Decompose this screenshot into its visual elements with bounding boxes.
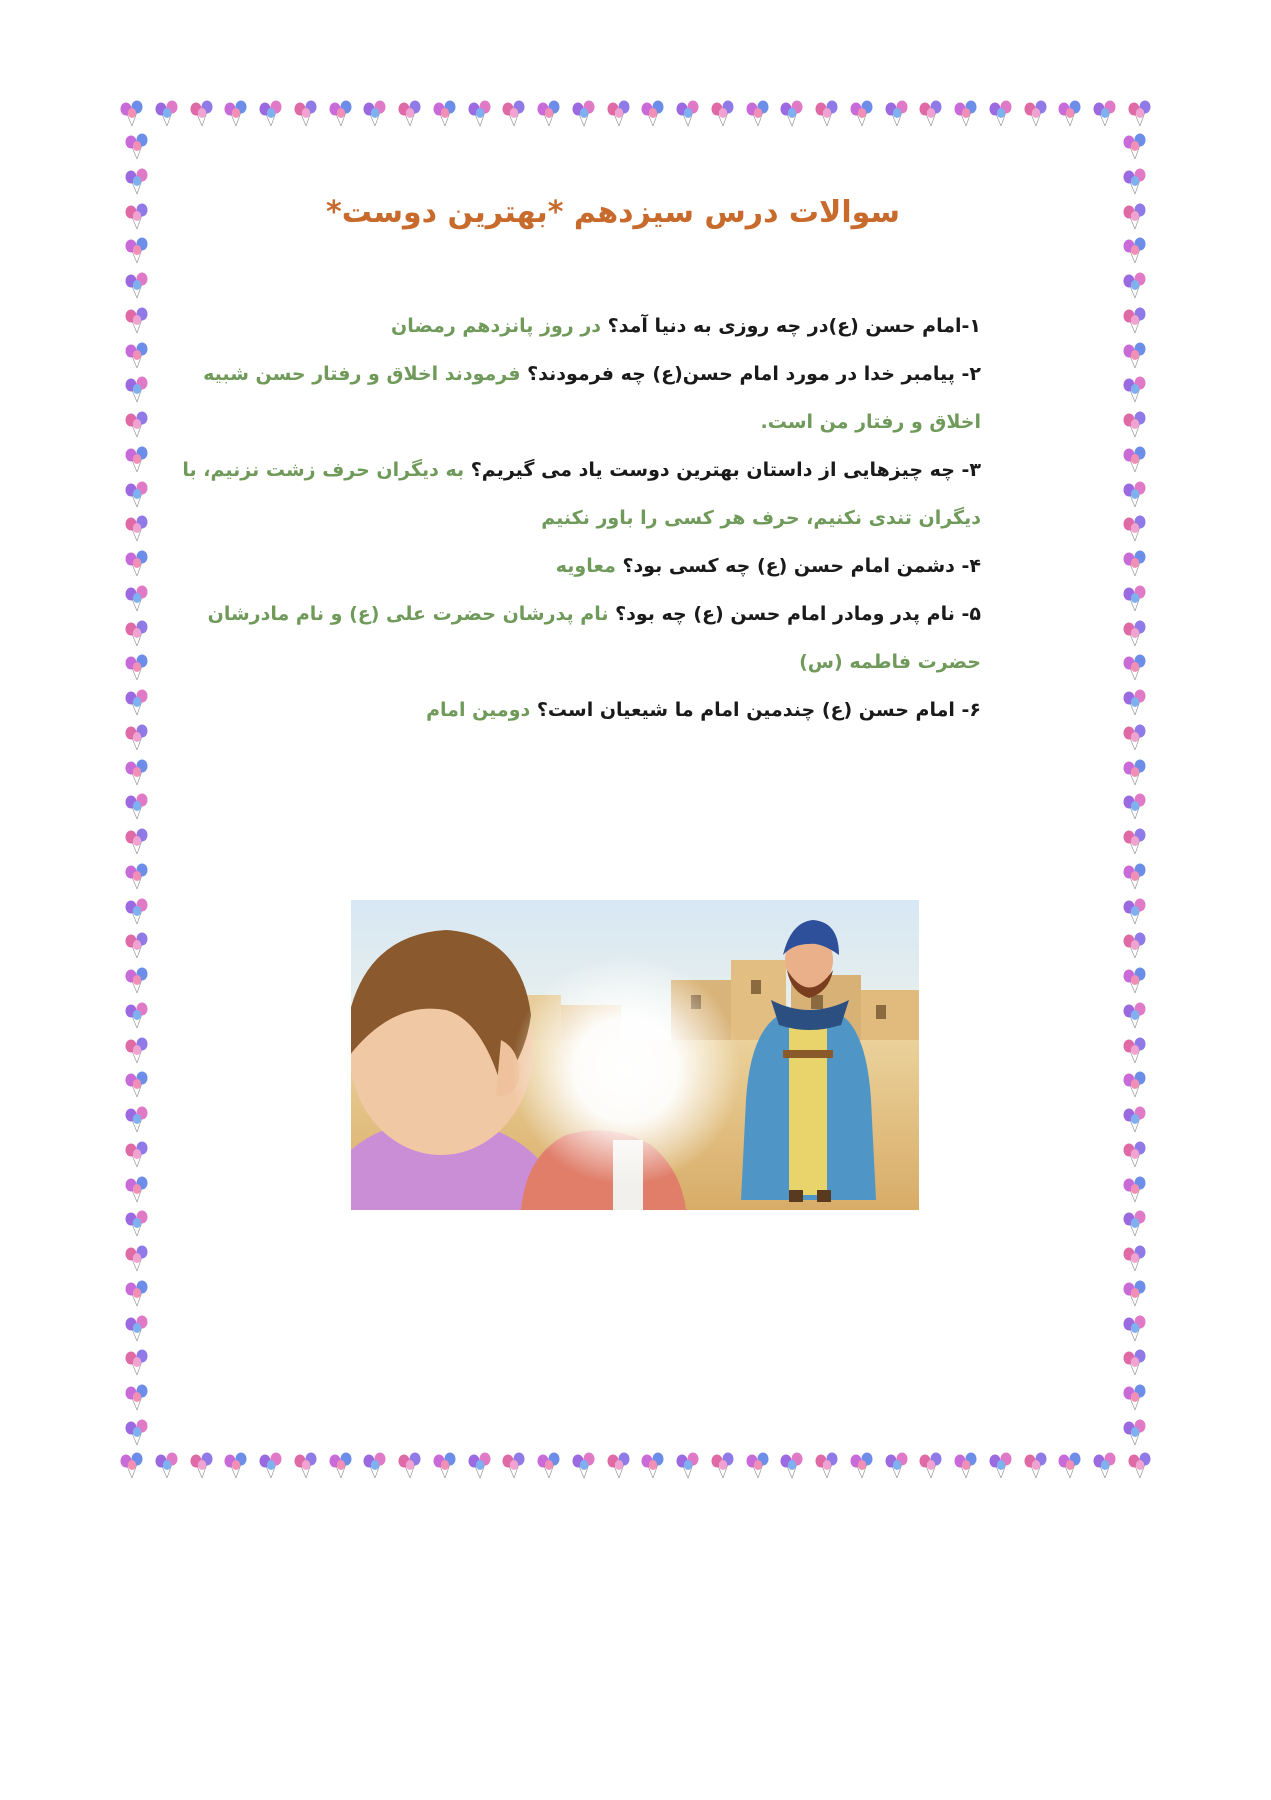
balloon-icon	[952, 1451, 980, 1479]
balloon-icon	[1121, 862, 1149, 890]
balloon-icon	[222, 99, 250, 127]
balloon-icon	[570, 99, 598, 127]
balloon-icon	[605, 1451, 633, 1479]
balloon-icon	[1121, 1036, 1149, 1064]
question-item-3	[181, 446, 981, 542]
balloon-icon	[257, 1451, 285, 1479]
balloon-icon	[188, 1451, 216, 1479]
question-text: ۳- چه چیزهایی از داستان بهترین دوست یاد می گیریم؟	[470, 459, 981, 481]
balloon-icon	[123, 202, 151, 230]
balloon-icon	[1056, 99, 1084, 127]
balloon-border-left	[118, 132, 156, 1446]
balloon-icon	[535, 1451, 563, 1479]
balloon-icon	[1121, 1001, 1149, 1029]
balloon-border-bottom	[118, 1446, 1154, 1484]
balloon-icon	[1121, 723, 1149, 751]
balloon-icon	[1121, 514, 1149, 542]
balloon-icon	[123, 271, 151, 299]
balloon-icon	[123, 1105, 151, 1133]
balloon-icon	[257, 99, 285, 127]
balloon-icon	[123, 480, 151, 508]
balloon-icon	[987, 99, 1015, 127]
cartoon-scene-image	[351, 900, 919, 1210]
balloon-icon	[123, 1244, 151, 1272]
balloon-icon	[1121, 202, 1149, 230]
balloon-icon	[1126, 99, 1154, 127]
balloon-icon	[466, 99, 494, 127]
balloon-icon	[1121, 653, 1149, 681]
balloon-icon	[292, 99, 320, 127]
balloon-icon	[1056, 1451, 1084, 1479]
balloon-icon	[1121, 132, 1149, 160]
balloon-icon	[1121, 1244, 1149, 1272]
balloon-icon	[153, 1451, 181, 1479]
answer-text: معاویه	[555, 555, 616, 577]
balloon-icon	[123, 1209, 151, 1237]
question-text: ۱-امام حسن (ع)در چه روزی به دنیا آمد؟	[607, 315, 981, 337]
balloon-icon	[1121, 375, 1149, 403]
balloon-icon	[917, 99, 945, 127]
balloon-icon	[123, 1070, 151, 1098]
balloon-icon	[1121, 688, 1149, 716]
balloon-icon	[778, 99, 806, 127]
balloon-icon	[123, 1279, 151, 1307]
balloon-icon	[123, 827, 151, 855]
balloon-icon	[1126, 1451, 1154, 1479]
balloon-icon	[123, 897, 151, 925]
balloon-icon	[153, 99, 181, 127]
balloon-icon	[118, 99, 146, 127]
balloon-icon	[1121, 1383, 1149, 1411]
balloon-icon	[813, 99, 841, 127]
balloon-icon	[118, 1451, 146, 1479]
balloon-icon	[674, 99, 702, 127]
balloon-icon	[1121, 1105, 1149, 1133]
balloon-icon	[361, 99, 389, 127]
balloon-icon	[605, 99, 633, 127]
answer-text: فرمودند اخلاق و رفتار حسن شبیه اخلاق و رفتار من است.	[203, 363, 981, 433]
balloon-icon	[123, 132, 151, 160]
balloon-icon	[744, 1451, 772, 1479]
balloon-icon	[639, 1451, 667, 1479]
balloon-icon	[848, 1451, 876, 1479]
balloon-icon	[1121, 306, 1149, 334]
balloon-icon	[123, 1383, 151, 1411]
balloon-icon	[123, 549, 151, 577]
balloon-icon	[1121, 341, 1149, 369]
balloon-icon	[123, 1418, 151, 1446]
balloon-icon	[123, 1140, 151, 1168]
balloon-icon	[500, 99, 528, 127]
balloon-icon	[123, 236, 151, 264]
balloon-icon	[123, 758, 151, 786]
question-item-1	[181, 302, 981, 350]
balloon-icon	[1091, 99, 1119, 127]
balloon-icon	[123, 1348, 151, 1376]
balloon-icon	[431, 99, 459, 127]
balloon-icon	[123, 167, 151, 195]
balloon-icon	[1121, 758, 1149, 786]
balloon-icon	[123, 1314, 151, 1342]
balloon-icon	[535, 99, 563, 127]
balloon-icon	[292, 1451, 320, 1479]
balloon-icon	[848, 99, 876, 127]
balloon-icon	[1121, 1314, 1149, 1342]
balloon-icon	[123, 445, 151, 473]
balloon-icon	[709, 1451, 737, 1479]
balloon-icon	[1121, 410, 1149, 438]
balloon-icon	[1121, 445, 1149, 473]
balloon-icon	[123, 688, 151, 716]
balloon-icon	[674, 1451, 702, 1479]
balloon-icon	[1121, 897, 1149, 925]
balloon-icon	[778, 1451, 806, 1479]
question-item-2	[181, 350, 981, 446]
balloon-icon	[1121, 792, 1149, 820]
balloon-icon	[1121, 549, 1149, 577]
balloon-icon	[361, 1451, 389, 1479]
balloon-border-right	[1116, 132, 1154, 1446]
balloon-icon	[1121, 236, 1149, 264]
balloon-icon	[396, 1451, 424, 1479]
question-text: ۶- امام حسن (ع) چندمین امام ما شیعیان است؟	[536, 699, 981, 721]
balloon-icon	[123, 410, 151, 438]
balloon-icon	[639, 99, 667, 127]
balloon-icon	[396, 99, 424, 127]
balloon-icon	[1121, 271, 1149, 299]
balloon-icon	[123, 723, 151, 751]
balloon-icon	[123, 862, 151, 890]
question-item-4	[181, 542, 981, 590]
balloon-icon	[1121, 1070, 1149, 1098]
balloon-icon	[1121, 1348, 1149, 1376]
balloon-icon	[709, 99, 737, 127]
question-text: ۵- نام پدر ومادر امام حسن (ع) چه بود؟	[615, 603, 981, 625]
balloon-border-top	[118, 94, 1154, 132]
balloon-icon	[917, 1451, 945, 1479]
balloon-icon	[1022, 99, 1050, 127]
question-item-5	[181, 590, 981, 686]
question-text: ۴- دشمن امام حسن (ع) چه کسی بود؟	[622, 555, 981, 577]
balloon-icon	[813, 1451, 841, 1479]
balloon-icon	[500, 1451, 528, 1479]
balloon-icon	[1121, 480, 1149, 508]
balloon-icon	[1121, 1140, 1149, 1168]
balloon-icon	[1121, 619, 1149, 647]
balloon-icon	[1121, 1279, 1149, 1307]
balloon-icon	[1121, 827, 1149, 855]
balloon-icon	[123, 375, 151, 403]
balloon-icon	[1091, 1451, 1119, 1479]
balloon-icon	[1121, 584, 1149, 612]
question-text: ۲- پیامبر خدا در مورد امام حسن(ع) چه فرمودند؟	[527, 363, 981, 385]
balloon-icon	[123, 966, 151, 994]
balloon-icon	[123, 792, 151, 820]
balloon-icon	[123, 1036, 151, 1064]
answer-text: نام پدرشان حضرت علی (ع) و نام مادرشان حضرت فاطمه (س)	[207, 603, 981, 673]
balloon-icon	[431, 1451, 459, 1479]
balloon-icon	[987, 1451, 1015, 1479]
balloon-icon	[466, 1451, 494, 1479]
balloon-icon	[123, 584, 151, 612]
balloon-icon	[1121, 167, 1149, 195]
balloon-icon	[1121, 1209, 1149, 1237]
balloon-icon	[123, 306, 151, 334]
answer-text: دومین امام	[426, 699, 531, 721]
balloon-icon	[123, 341, 151, 369]
balloon-icon	[188, 99, 216, 127]
balloon-icon	[883, 99, 911, 127]
balloon-icon	[327, 1451, 355, 1479]
balloon-icon	[952, 99, 980, 127]
balloon-icon	[123, 931, 151, 959]
cartoon-scene-svg	[351, 900, 919, 1210]
question-item-6	[181, 686, 981, 734]
balloon-icon	[1121, 1175, 1149, 1203]
balloon-icon	[327, 99, 355, 127]
balloon-icon	[1121, 931, 1149, 959]
balloon-icon	[570, 1451, 598, 1479]
balloon-icon	[123, 1001, 151, 1029]
balloon-icon	[123, 653, 151, 681]
balloon-icon	[744, 99, 772, 127]
balloon-icon	[883, 1451, 911, 1479]
balloon-icon	[123, 514, 151, 542]
answer-text: در روز پانزدهم رمضان	[391, 315, 602, 337]
balloon-icon	[1121, 1418, 1149, 1446]
answer-text: به دیگران حرف زشت نزنیم، با دیگران تندی نکنیم، حرف هر کسی را باور نکنیم	[182, 459, 981, 529]
balloon-icon	[123, 1175, 151, 1203]
balloon-icon	[1121, 966, 1149, 994]
balloon-icon	[222, 1451, 250, 1479]
balloon-icon	[1022, 1451, 1050, 1479]
page-title: سوالات درس سیزدهم *بهترین دوست*	[326, 195, 900, 230]
balloon-icon	[123, 619, 151, 647]
